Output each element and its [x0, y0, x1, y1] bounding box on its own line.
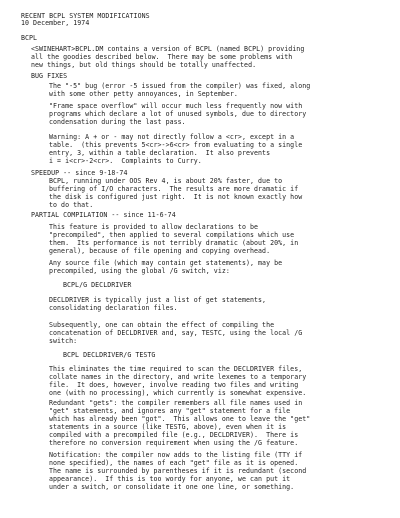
- paragraph-line: which has already been "got". This allows one to leave the "get": [49, 414, 311, 423]
- paragraph-line: programs which declare a lot of unused symbols, due to directory: [49, 109, 307, 118]
- paragraph-line: to do that.: [49, 200, 94, 209]
- paragraph-line: Any source file (which may contain get statements), may be: [49, 259, 283, 267]
- section-heading: PARTIAL COMPILATION -- since 11-6-74: [31, 211, 176, 219]
- paragraph-line: DECLDRIVER is typically just a list of get statements,: [49, 296, 267, 304]
- section-heading: SPEEDUP -- since 9-18-74: [31, 169, 128, 177]
- paragraph-line: all the goodies described below. There may be some problems with: [31, 52, 293, 61]
- document-title: RECENT BCPL SYSTEM MODIFICATIONS: [21, 12, 150, 20]
- paragraph-line: Warning: A + or - may not directly follow a <cr>, except in a: [49, 133, 295, 141]
- paragraph-line: none specified), the names of each "get" file as it is opened.: [49, 458, 299, 467]
- paragraph-line: table. (this prevents 5<cr>->6<cr> from evaluating to a single: [49, 140, 303, 149]
- section-heading: BUG FIXES: [31, 72, 68, 80]
- paragraph-line: file. It does, however, involve reading two files and writing: [49, 380, 299, 389]
- paragraph-line: appearance). If this is too wordy for anyone, we can put it: [49, 474, 291, 483]
- paragraph-line: The "-5" bug (error -5 issued from the compiler) was fixed, along: [49, 82, 311, 90]
- paragraph-line: compiled with a precompiled file (e.g., DECLDRIVER). There is: [49, 430, 299, 439]
- paragraph-line: Redundant "gets": the compiler remembers all file names used in: [49, 399, 303, 407]
- paragraph-line: the disk is configured just right. It is not known exactly how: [49, 192, 303, 201]
- paragraph-line: switch:: [49, 336, 78, 345]
- paragraph-line: consolidating declaration files.: [49, 303, 178, 312]
- paragraph-line: one (with no processing), which currently is somewhat expensive.: [49, 388, 307, 397]
- paragraph-line: entry, 3, within a table declaration. It also prevents: [49, 148, 271, 157]
- paragraph-line: "Frame space overflow" will occur much less frequently now with: [49, 102, 303, 110]
- paragraph-line: general), because of file opening and copying overhead.: [49, 246, 271, 255]
- paragraph-line: statements in a source (like TESTG, above), even when it is: [49, 422, 287, 431]
- paragraph-line: i = i<cr>-2<cr>. Complaints to Curry.: [49, 156, 202, 165]
- paragraph-line: The name is surrounded by parentheses if it is redundant (second: [49, 466, 307, 475]
- command-line: BCPL/G DECLDRIVER: [63, 281, 132, 289]
- paragraph-line: This feature is provided to allow declarations to be: [49, 223, 259, 231]
- paragraph-line: new things, but old things should be totally unaffected.: [31, 60, 257, 69]
- paragraph-line: buffering of I/O characters. The results are more dramatic if: [49, 184, 299, 193]
- paragraph-line: "get" statements, and ignores any "get" statement for a file: [49, 406, 291, 415]
- paragraph-line: Notification: the compiler now adds to the listing file (TTY if: [49, 451, 303, 459]
- paragraph-line: with some other petty annoyances, in September.: [49, 89, 238, 98]
- command-line: BCPL DECLDRIVER/G TESTG: [63, 351, 156, 359]
- paragraph-line: therefore no conversion requirement when using the /G feature.: [49, 438, 299, 447]
- section-heading: BCPL: [21, 34, 38, 42]
- paragraph-line: Subsequently, one can obtain the effect of compiling the: [49, 321, 275, 329]
- document-date: 10 December, 1974: [21, 19, 90, 27]
- paragraph-line: precompiled, using the global /G switch, viz:: [49, 266, 230, 275]
- paragraph-line: BCPL, running under OOS Rev 4, is about 20% faster, due to: [49, 177, 283, 185]
- paragraph-line: <SWINEHART>BCPL.DM contains a version of BCPL (named BCPL) providing: [31, 45, 305, 53]
- paragraph-line: This eliminates the time required to scan the DECLDRIVER files,: [49, 365, 303, 373]
- paragraph-line: them. Its performance is not terribly dramatic (about 20%, in: [49, 238, 299, 247]
- paragraph-line: concatenation of DECLDRIVER and, say, TESTC, using the local /G: [49, 328, 303, 337]
- paragraph-line: condensation during the last pass.: [49, 117, 186, 126]
- paragraph-line: collate names in the directory, and write lexemes to a temporary: [49, 372, 307, 381]
- paragraph-line: "precompiled", then applied to several compilations which use: [49, 230, 295, 239]
- paragraph-line: under a switch, or consolidate it one one line, or something.: [49, 482, 295, 491]
